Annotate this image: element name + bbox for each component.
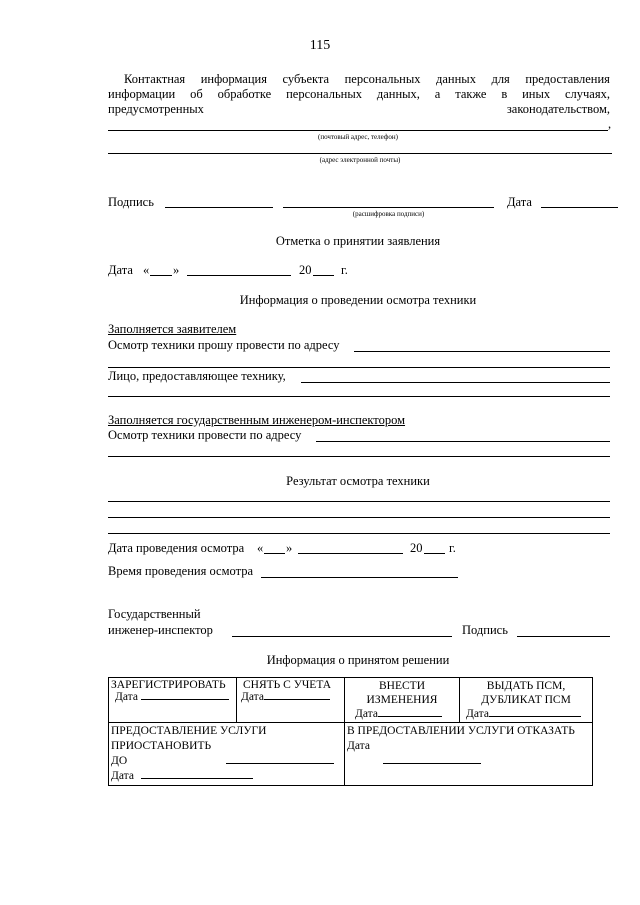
- inspector-address-field[interactable]: [316, 441, 610, 442]
- decision-deregister-date-field[interactable]: [264, 699, 330, 700]
- postal-address-field[interactable]: [108, 130, 608, 131]
- result-field-3[interactable]: [108, 533, 610, 534]
- signature-date-label: Дата: [507, 195, 532, 209]
- decision-issue-date-field[interactable]: [489, 716, 581, 717]
- result-quote-close: »: [286, 541, 293, 555]
- result-field-2[interactable]: [108, 517, 610, 518]
- inspector-signature-field[interactable]: [517, 636, 610, 637]
- result-day-field[interactable]: [264, 553, 285, 554]
- word: законодательством,: [506, 102, 610, 116]
- signature-date-field[interactable]: [541, 207, 618, 208]
- word: данных,: [376, 87, 420, 101]
- result-title: Результат осмотра техники: [286, 474, 430, 488]
- word: персональных: [286, 87, 362, 101]
- page-number: 115: [309, 38, 331, 53]
- trailing-comma: ,: [608, 117, 612, 131]
- decision-issue-label-2: ДУБЛИКАТ ПСМ: [481, 694, 571, 706]
- decision-suspend-date-label: Дата: [111, 770, 134, 782]
- provider-field-2[interactable]: [108, 396, 610, 397]
- acceptance-month-field[interactable]: [187, 275, 291, 276]
- word: предусмотренных: [108, 102, 204, 116]
- contact-line-1: [124, 72, 610, 87]
- applicant-heading: Заполняется заявителем: [108, 322, 237, 336]
- decision-deregister-label: СНЯТЬ С УЧЕТА: [243, 679, 332, 691]
- word: данных: [436, 72, 476, 86]
- inspection-info-title: Информация о проведении осмотра техники: [239, 293, 477, 307]
- email-field[interactable]: [108, 153, 612, 154]
- provider-field[interactable]: [301, 382, 610, 383]
- word: информации: [108, 87, 176, 101]
- result-date-label: Дата проведения осмотра: [108, 541, 245, 555]
- acceptance-title: Отметка о принятии заявления: [275, 234, 441, 248]
- provider-label: Лицо, предоставляющее технику,: [108, 369, 286, 383]
- decision-suspend-label-2: ПРИОСТАНОВИТЬ: [111, 740, 212, 752]
- decision-issue-label-1: ВЫДАТЬ ПСМ,: [486, 680, 566, 692]
- decision-register-date-field[interactable]: [141, 699, 229, 700]
- signature-label: Подпись: [108, 195, 154, 209]
- word: информация: [200, 72, 267, 86]
- inspector-title-line-1: Государственный: [108, 607, 201, 621]
- decision-modify-label-2: ИЗМЕНЕНИЯ: [366, 694, 438, 706]
- result-year-field[interactable]: [424, 553, 445, 554]
- word: иных: [522, 87, 551, 101]
- signature-decode-field[interactable]: [283, 207, 494, 208]
- result-time-field[interactable]: [261, 577, 458, 578]
- decision-modify-label-1: ВНЕСТИ: [379, 680, 425, 692]
- word: а: [434, 87, 441, 101]
- inspector-address-field-2[interactable]: [108, 456, 610, 457]
- acceptance-year-suffix: г.: [341, 263, 348, 277]
- word: об: [190, 87, 203, 101]
- decision-deregister-date-label: Дата: [241, 691, 264, 703]
- inspector-title-line-2: инженер-инспектор: [108, 623, 213, 637]
- result-year-suffix: г.: [449, 541, 456, 555]
- inspector-heading: Заполняется государственным инженером-инспектором: [108, 413, 406, 427]
- signature-field[interactable]: [165, 207, 273, 208]
- decision-issue-cell[interactable]: [460, 678, 593, 723]
- postal-caption: (почтовый адрес, телефон): [318, 133, 398, 141]
- decision-suspend-label-1: ПРЕДОСТАВЛЕНИЕ УСЛУГИ: [111, 725, 267, 737]
- inspector-signature-label: Подпись: [462, 623, 508, 637]
- applicant-address-field-2[interactable]: [108, 367, 610, 368]
- decision-suspend-cell[interactable]: [109, 723, 345, 786]
- decision-issue-date-label: Дата: [466, 708, 489, 720]
- word: в: [501, 87, 508, 101]
- applicant-address-field[interactable]: [354, 351, 610, 352]
- applicant-address-label: Осмотр техники прошу провести по адресу: [108, 338, 340, 352]
- acceptance-quote-open: «: [143, 263, 150, 277]
- decision-suspend-date-field[interactable]: [141, 778, 253, 779]
- decision-register-date-label: Дата: [115, 691, 138, 703]
- result-field-1[interactable]: [108, 501, 610, 502]
- result-month-field[interactable]: [298, 553, 403, 554]
- result-time-label: Время проведения осмотра: [108, 564, 254, 578]
- word: обработке: [217, 87, 272, 101]
- decision-refuse-cell[interactable]: [345, 723, 593, 786]
- contact-line-3: [108, 102, 610, 117]
- decision-refuse-label: В ПРЕДОСТАВЛЕНИИ УСЛУГИ ОТКАЗАТЬ: [347, 725, 575, 737]
- acceptance-year-prefix: 20: [299, 263, 312, 277]
- word: предоставления: [525, 72, 610, 86]
- word: субъекта: [282, 72, 330, 86]
- inspector-address-label: Осмотр техники провести по адресу: [108, 428, 302, 442]
- decision-table: [108, 677, 593, 786]
- word: случаях,: [564, 87, 610, 101]
- contact-line-2: [108, 87, 610, 102]
- word: также: [455, 87, 487, 101]
- decision-modify-date-label: Дата: [355, 708, 378, 720]
- decision-register-label: ЗАРЕГИСТРИРОВАТЬ: [111, 679, 226, 691]
- word: Контактная: [124, 72, 186, 86]
- decision-modify-cell[interactable]: [345, 678, 460, 723]
- acceptance-date-label: Дата: [108, 263, 133, 277]
- result-quote-open: «: [257, 541, 264, 555]
- word: персональных: [344, 72, 421, 86]
- email-caption: (адрес электронной почты): [319, 156, 401, 164]
- decision-register-cell[interactable]: [109, 678, 237, 723]
- decision-deregister-cell[interactable]: [237, 678, 345, 723]
- acceptance-year-field[interactable]: [313, 275, 334, 276]
- decision-title: Информация о принятом решении: [266, 653, 450, 667]
- decision-suspend-label-3: ДО: [111, 755, 128, 767]
- result-year-prefix: 20: [410, 541, 423, 555]
- decision-suspend-until-field[interactable]: [226, 763, 334, 764]
- decision-refuse-date-label: Дата: [347, 740, 370, 752]
- inspector-name-field[interactable]: [232, 636, 452, 637]
- acceptance-day-field[interactable]: [150, 275, 172, 276]
- decision-refuse-date-field[interactable]: [383, 763, 481, 764]
- word: для: [491, 72, 510, 86]
- signature-decode-caption: (расшифровка подписи): [352, 210, 425, 218]
- decision-modify-date-field[interactable]: [378, 716, 442, 717]
- acceptance-quote-close: »: [173, 263, 180, 277]
